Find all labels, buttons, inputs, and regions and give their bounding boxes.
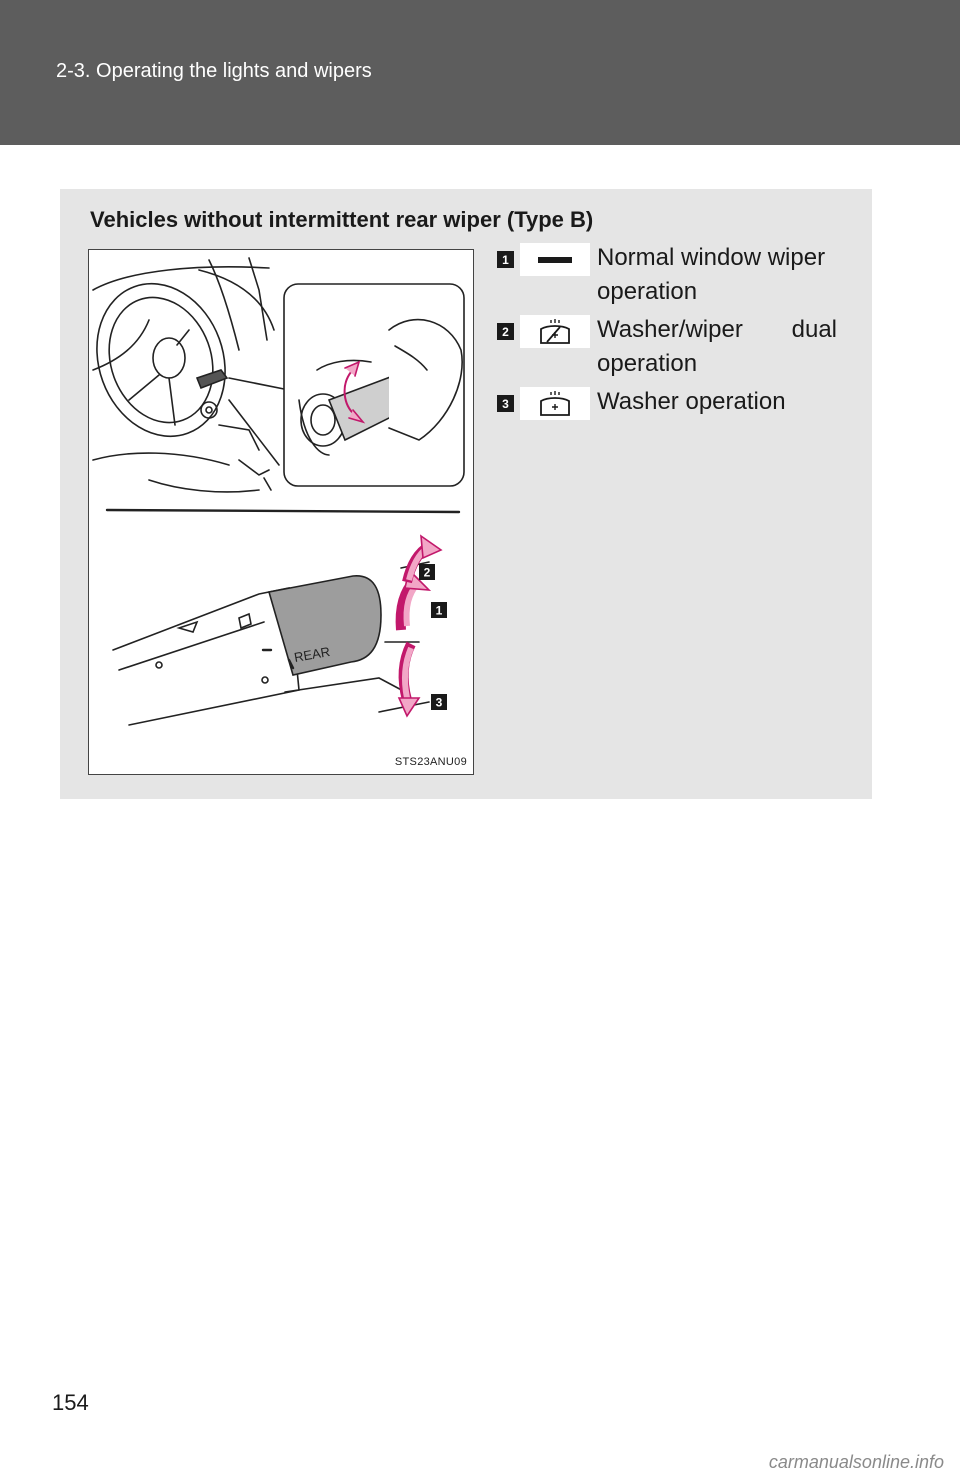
callout-1: 1 xyxy=(435,603,443,618)
mist-bar-icon xyxy=(520,243,590,276)
legend-text-3-line1: Washer operation xyxy=(597,388,786,415)
washer-wiper-icon xyxy=(520,315,590,348)
legend-number-3: 3 xyxy=(497,395,514,412)
watermark: carmanualsonline.info xyxy=(768,1452,944,1472)
info-panel xyxy=(60,189,872,799)
washer-icon xyxy=(520,387,590,420)
illustration-drawing xyxy=(89,250,473,774)
legend-number-1: 1 xyxy=(497,251,514,268)
legend-text-2-word2: dual xyxy=(791,316,837,343)
legend-text-2-line2: operation xyxy=(597,350,698,377)
callout-2: 2 xyxy=(423,565,431,580)
wiper-lever-illustration xyxy=(88,249,474,775)
page-header xyxy=(0,0,960,145)
legend-text-2-word1: Washer/wiper xyxy=(597,316,743,343)
legend-text-1-line1: Normal window wiper xyxy=(597,244,826,271)
figure-code: STS23ANU09 xyxy=(394,756,467,768)
panel-title: Vehicles without intermittent rear wiper (Type B) xyxy=(90,207,594,232)
section-title: 2-3. Operating the lights and wipers xyxy=(56,60,372,82)
legend-text-1-line2: operation xyxy=(597,278,698,305)
legend-number-2: 2 xyxy=(497,323,514,340)
callout-3: 3 xyxy=(435,695,443,710)
rear-label: REAR xyxy=(292,643,332,665)
page-number: 154 xyxy=(52,1390,89,1415)
